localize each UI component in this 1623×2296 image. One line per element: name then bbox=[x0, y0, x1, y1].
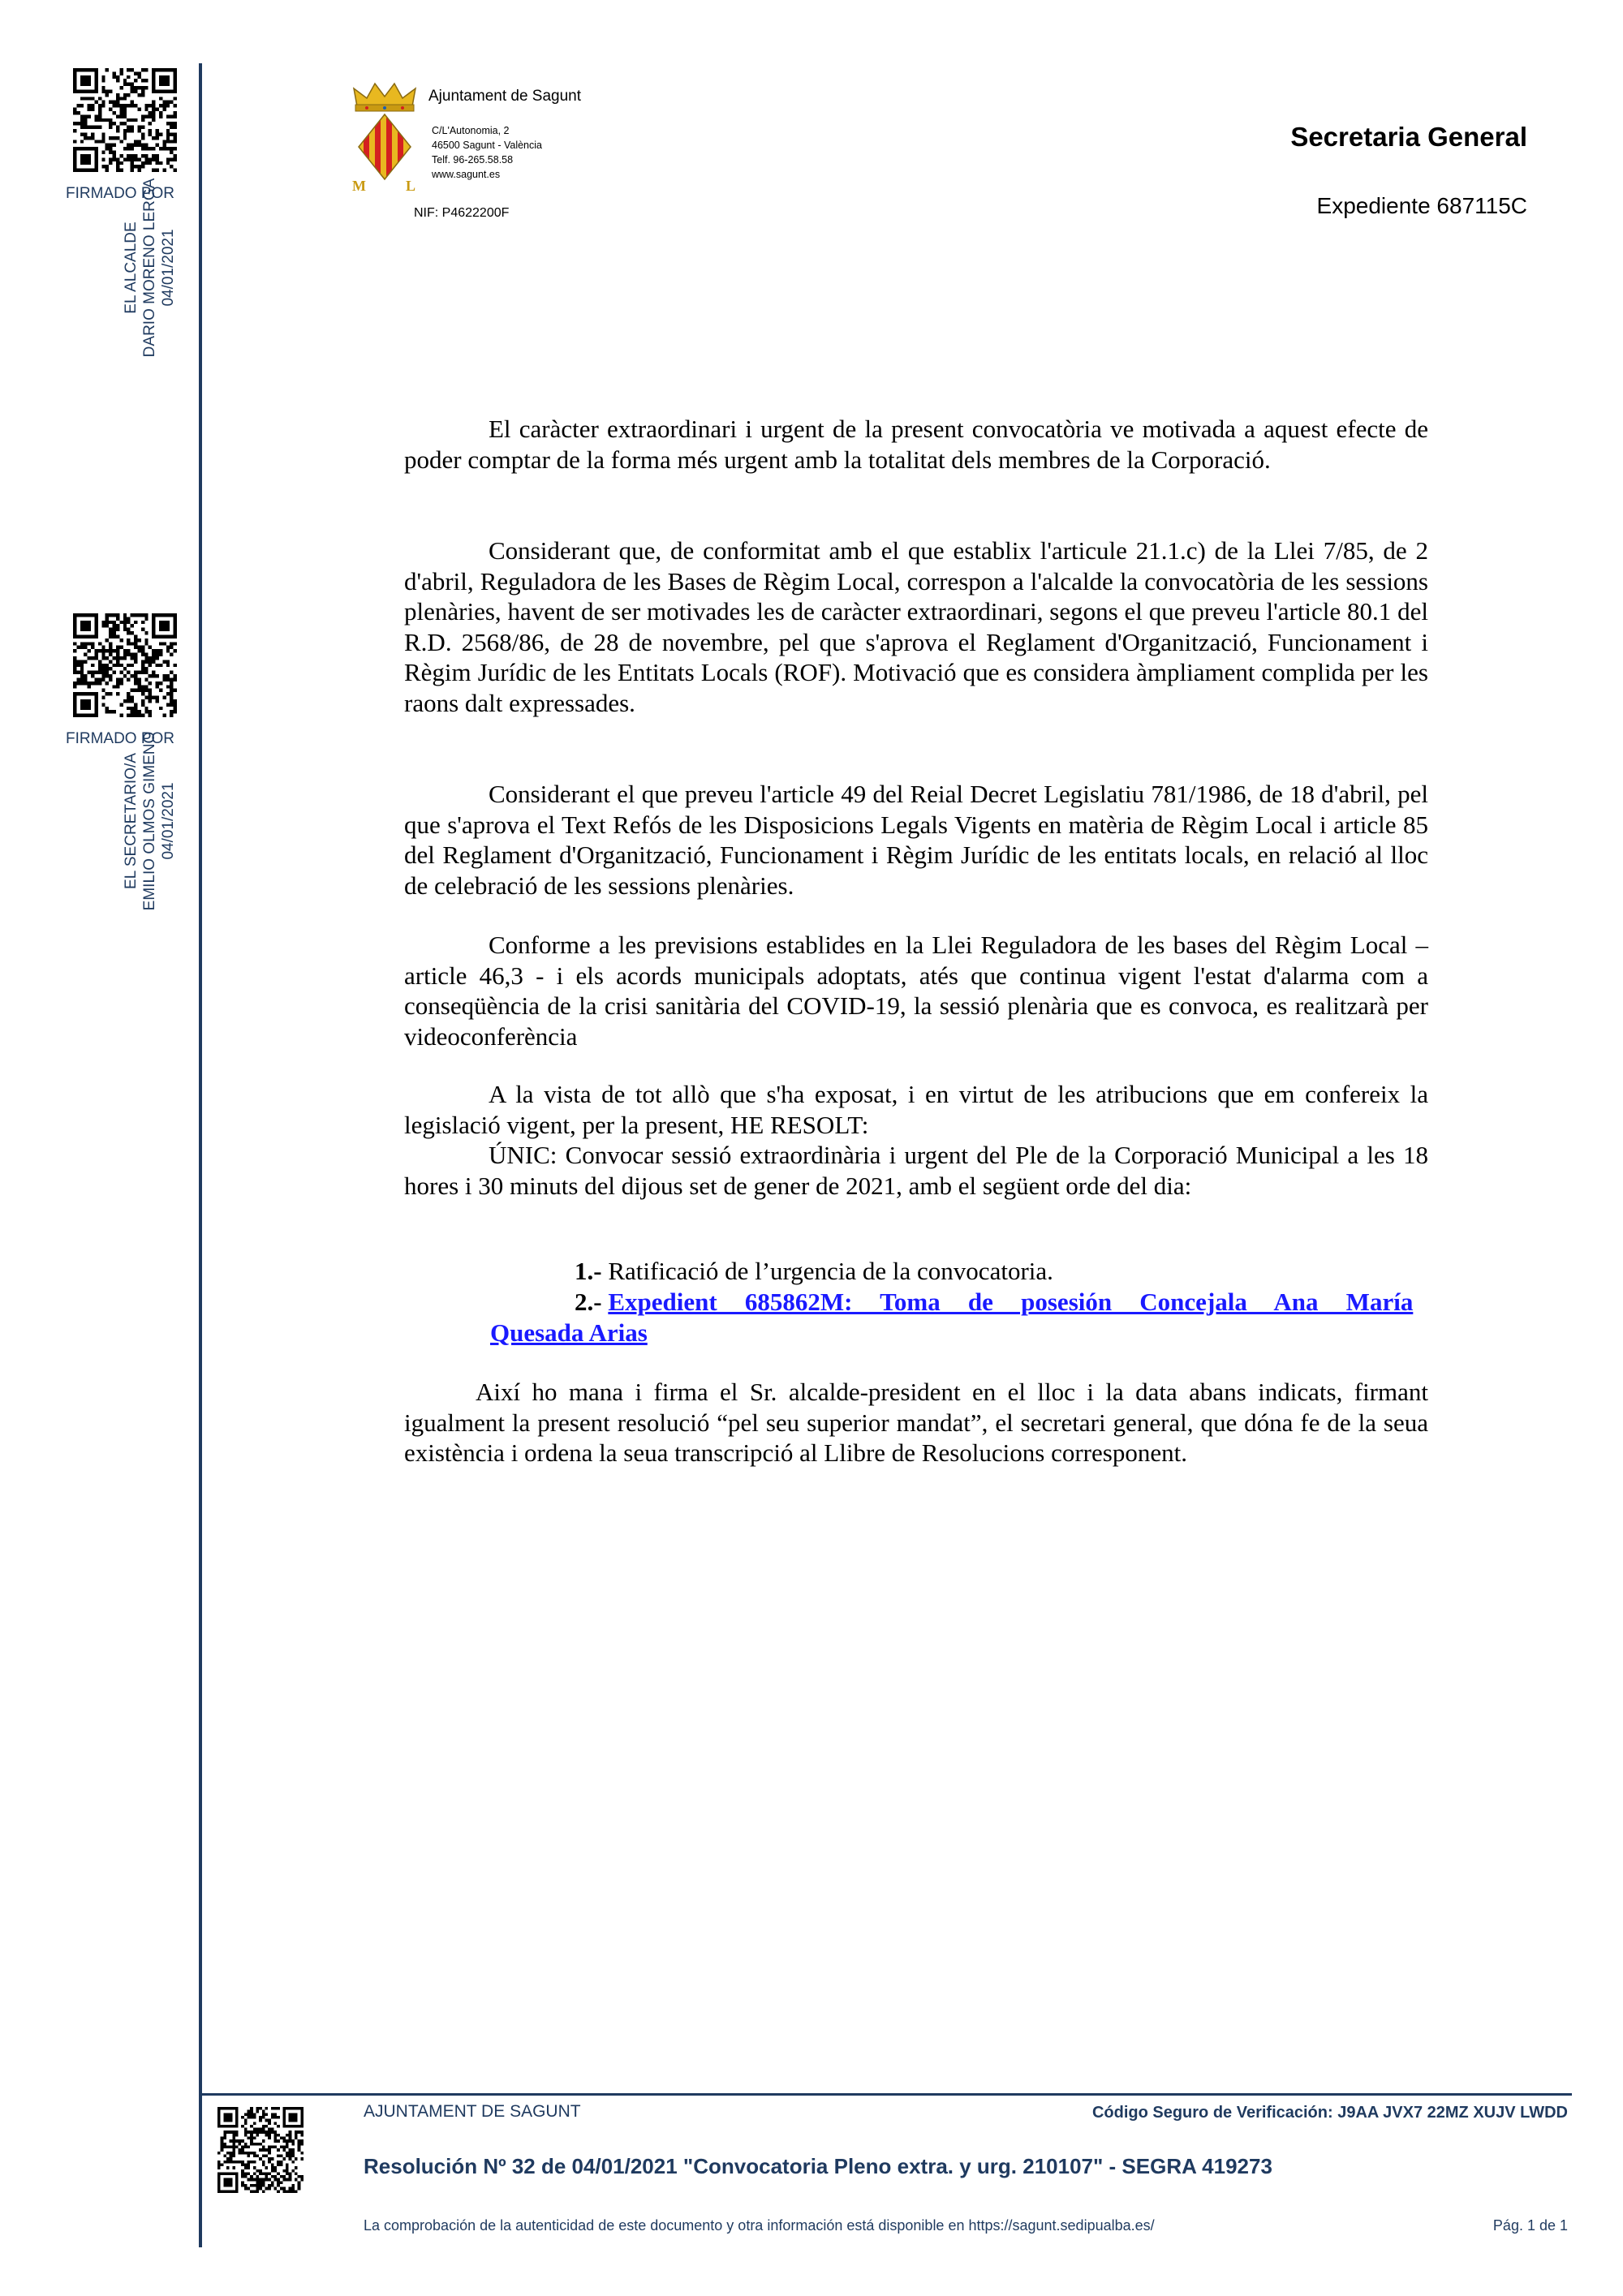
signature-1-role: EL ALCALDE bbox=[123, 221, 140, 314]
signature-2-name: EMILIO OLMOS GIMENO bbox=[141, 731, 158, 911]
address-line: www.sagunt.es bbox=[432, 169, 501, 180]
signature-2-block bbox=[122, 731, 177, 951]
agenda-link[interactable]: Expedient 685862M: Toma de posesión Concejala Ana María bbox=[608, 1288, 1414, 1316]
paragraph: El caràcter extraordinari i urgent de la present convocatòria ve motivada a aquest efecte de poder comptar de la forma més urgent amb la totalitat dels membres de la Corporació. bbox=[404, 415, 1428, 474]
resolution-title: Resolución Nº 32 de 04/01/2021 "Convocatoria Pleno extra. y urg. 210107" - SEGRA 419273 bbox=[364, 2154, 1272, 2178]
agenda-link-continued[interactable]: Quesada Arias bbox=[490, 1318, 648, 1347]
signature-1-block bbox=[122, 178, 177, 398]
signature-1-label: FIRMADO POR bbox=[65, 185, 175, 202]
agenda-item-2 bbox=[575, 1287, 1428, 1318]
paragraph: A la vista de tot allò que s'ha exposat, i en virtut de les atribucions que em confereix la legislació vigent, per la present, HE RESOLT: bbox=[404, 1080, 1428, 1139]
crest-letter-m: M bbox=[352, 178, 366, 194]
signature-1-date: 04/01/2021 bbox=[160, 229, 177, 307]
signature-2-role: EL SECRETARIO/A bbox=[123, 753, 140, 889]
signature-1-name: DARIO MORENO LERGA bbox=[141, 178, 158, 358]
expediente-number: Expediente 687115C bbox=[1316, 193, 1527, 218]
agenda-number: 2 bbox=[575, 1288, 588, 1316]
agenda-sep: .- bbox=[587, 1288, 609, 1316]
footer-divider bbox=[199, 2093, 1572, 2096]
page-number: Pág. 1 de 1 bbox=[1492, 2217, 1568, 2234]
paragraph: Considerant el que preveu l'article 49 del Reial Decret Legislatiu 781/1986, de 18 d'abril, pel que s'aprova el Text Refós de les Disposicions Legals Vigents en matèria de Règim Local i article 85 del Reglament d'Organització, Funcionament i Règim Jurídic de les entitats locals, en relació al lloc de celebració de les sessions plenàries. bbox=[404, 780, 1428, 900]
paragraph: ÚNIC: Convocar sessió extraordinària i urgent del Ple de la Corporació Municipal a les 18 hores i 30 minuts del dijous set de gener de 2021, amb el següent orde del dia: bbox=[404, 1141, 1428, 1200]
signature-2-label: FIRMADO POR bbox=[65, 730, 175, 747]
qr-code-icon bbox=[217, 2107, 304, 2193]
agenda-item-2-continued bbox=[490, 1318, 648, 1348]
agenda-sep: .- bbox=[587, 1257, 609, 1285]
authenticity-note: La comprobación de la autenticidad de este documento y otra información está disponible en https://sagunt.sedipualba.es/ bbox=[364, 2217, 1155, 2234]
agenda-text: Ratificació de l’urgencia de la convocatoria. bbox=[608, 1257, 1053, 1285]
closing-paragraph: Així ho mana i firma el Sr. alcalde-president en el lloc i la data abans indicats, firmant igualment la present resolució “pel seu superior mandat”, el secretari general, que dóna fe de la seua existència i ordena la seua transcripció al Llibre de Resolucions corresponent. bbox=[404, 1378, 1428, 1467]
department-title: Secretaria General bbox=[1290, 122, 1527, 152]
paragraph: Considerant que, de conformitat amb el que establix l'articule 21.1.c) de la Llei 7/85, de 2 d'abril, Reguladora de les Bases de Règim Local, correspon a l'alcalde la convocatòria de les sessions plenàries, havent de ser motivades les de caràcter extraordinari, segons el que preveu l'article 80.1 del R.D. 2568/86, de 28 de novembre, pel que s'aprova el Reglament d'Organització, Funcionament i Règim Jurídic de les Entitats Locals (ROF). Motivació que es considera àmpliament complida per les raons dalt expressades. bbox=[404, 536, 1428, 717]
address-line: 46500 Sagunt - València bbox=[432, 140, 542, 151]
org-name: Ajuntament de Sagunt bbox=[428, 88, 582, 105]
agenda-item-1 bbox=[575, 1256, 1053, 1287]
nif: NIF: P4622200F bbox=[414, 206, 510, 220]
verification-code: Código Seguro de Verificación: J9AA JVX7 22MZ XUJV LWDD bbox=[1091, 2104, 1568, 2122]
paragraph: Conforme a les previsions establides en la Llei Reguladora de les bases del Règim Local – article 46,3 - i els acords municipals adoptats, atés que continua vigent l'estat d'alarma com a conseqüència de la crisi sanitària del COVID-19, la sessió plenària que es convoca, es realitzarà per videoconferència bbox=[404, 931, 1428, 1051]
footer-org: AJUNTAMENT DE SAGUNT bbox=[364, 2102, 581, 2121]
address-line: C/L'Autonomia, 2 bbox=[432, 125, 510, 136]
org-address bbox=[432, 123, 542, 182]
signature-2-date: 04/01/2021 bbox=[160, 782, 177, 860]
address-line: Telf. 96-265.58.58 bbox=[432, 154, 514, 166]
crest-letter-l: L bbox=[406, 178, 416, 194]
signature-strip-divider bbox=[199, 63, 202, 2247]
agenda-number: 1 bbox=[575, 1257, 588, 1285]
municipal-crest-icon bbox=[347, 77, 422, 199]
